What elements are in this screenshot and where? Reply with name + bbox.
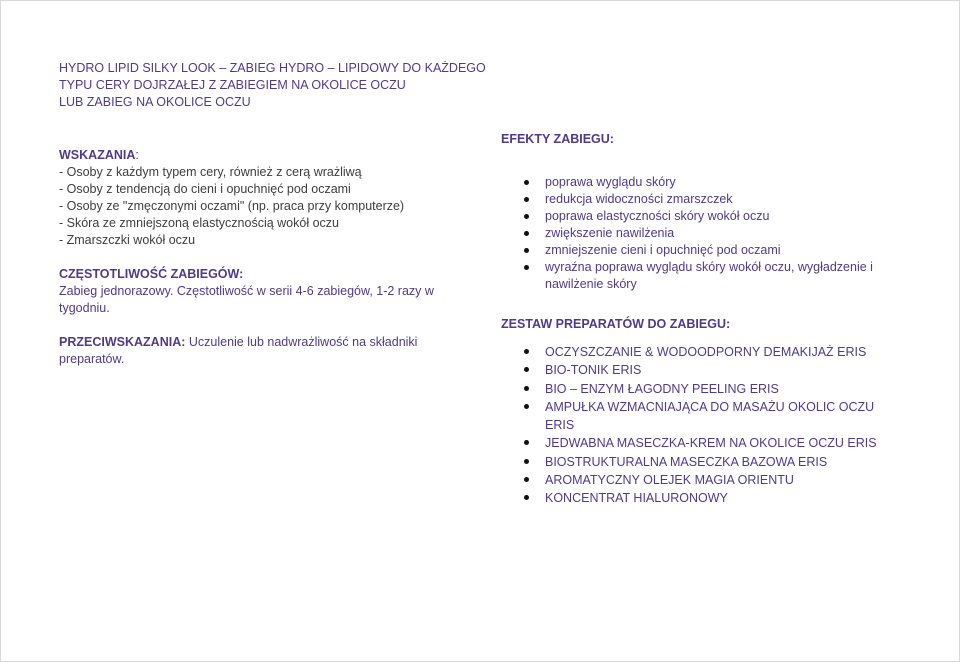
effects-item: zwiększenie nawilżenia (501, 225, 901, 242)
effects-item: zmniejszenie cieni i opuchnięć pod oczami (501, 242, 901, 259)
frequency-text-line-2: tygodniu. (59, 301, 110, 315)
contraindications-text-1: Uczulenie lub nadwrażliwość na składniki (185, 335, 418, 349)
effects-item-continued: nawilżenie skóry (545, 277, 637, 291)
title-line-2: TYPU CERY DOJRZAŁEJ Z ZABIEGIEM NA OKOLICE OCZU (59, 78, 406, 92)
indication-item: - Skóra ze zmniejszoną elastycznością wokół oczu (59, 216, 339, 230)
frequency-heading: CZĘSTOTLIWOŚĆ ZABIEGÓW: (59, 267, 244, 281)
bullet-icon (524, 231, 529, 236)
indication-item: - Osoby z każdym typem cery, również z cerą wrażliwą (59, 165, 362, 179)
bullet-icon (524, 459, 529, 464)
bullet-icon (524, 214, 529, 219)
effects-heading: EFEKTY ZABIEGU: (501, 132, 614, 146)
indications-heading-line (59, 147, 449, 164)
frequency-section (59, 266, 449, 317)
frequency-text-line-1: Zabieg jednorazowy. Częstotliwość w serii 4-6 zabiegów, 1-2 razy w (59, 284, 434, 298)
product-item: BIOSTRUKTURALNA MASECZKA BAZOWA ERIS (501, 453, 901, 471)
product-item: AMPUŁKA WZMACNIAJĄCA DO MASAŻU OKOLIC OCZU ERIS (501, 398, 901, 435)
contraindications-line-1 (59, 334, 449, 351)
contraindications-section (59, 334, 449, 368)
bullet-icon (524, 477, 529, 482)
right-column (501, 131, 901, 508)
bullet-icon (524, 495, 529, 500)
bullet-icon (524, 197, 529, 202)
indication-item: - Zmarszczki wokół oczu (59, 233, 196, 247)
bullet-icon (524, 248, 529, 253)
title-line-1: HYDRO LIPID SILKY LOOK – ZABIEG HYDRO – LIPIDOWY DO KAŻDEGO (59, 61, 486, 75)
effects-item: wyraźna poprawa wyglądu skóry wokół oczu, wygładzenie i (501, 259, 901, 276)
indication-item: - Osoby ze "zmęczonymi oczami" (np. praca przy komputerze) (59, 199, 405, 213)
products-list (501, 343, 901, 508)
product-item: AROMATYCZNY OLEJEK MAGIA ORIENTU (501, 471, 901, 489)
effects-item: poprawa elastyczności skóry wokół oczu (501, 208, 901, 225)
effects-item: redukcja widoczności zmarszczek (501, 191, 901, 208)
product-item: KONCENTRAT HIALURONOWY (501, 489, 901, 507)
product-item: BIO-TONIK ERIS (501, 361, 901, 379)
effects-list (501, 174, 901, 293)
bullet-icon (524, 386, 529, 391)
bullet-icon (524, 404, 529, 409)
product-item: JEDWABNA MASECZKA-KREM NA OKOLICE OCZU ERIS (501, 434, 901, 452)
indications-heading: WSKAZANIA (59, 148, 136, 162)
effects-item: poprawa wyglądu skóry (501, 174, 901, 191)
indications-colon: : (135, 148, 139, 162)
bullet-icon (524, 349, 529, 354)
contraindications-text-2: preparatów. (59, 352, 125, 366)
products-heading: ZESTAW PREPARATÓW DO ZABIEGU: (501, 317, 731, 331)
bullet-icon (524, 440, 529, 445)
document-title (59, 60, 486, 111)
title-line-3: LUB ZABIEG NA OKOLICE OCZU (59, 95, 251, 109)
bullet-icon (524, 265, 529, 270)
contraindications-heading: PRZECIWSKAZANIA: (59, 335, 186, 349)
bullet-icon (524, 180, 529, 185)
indication-item: - Osoby z tendencją do cieni i opuchnięć pod oczami (59, 182, 351, 196)
product-item: OCZYSZCZANIE & WODOODPORNY DEMAKIJAŻ ERIS (501, 343, 901, 361)
left-column (59, 147, 449, 368)
bullet-icon (524, 367, 529, 372)
product-item: BIO – ENZYM ŁAGODNY PEELING ERIS (501, 380, 901, 398)
